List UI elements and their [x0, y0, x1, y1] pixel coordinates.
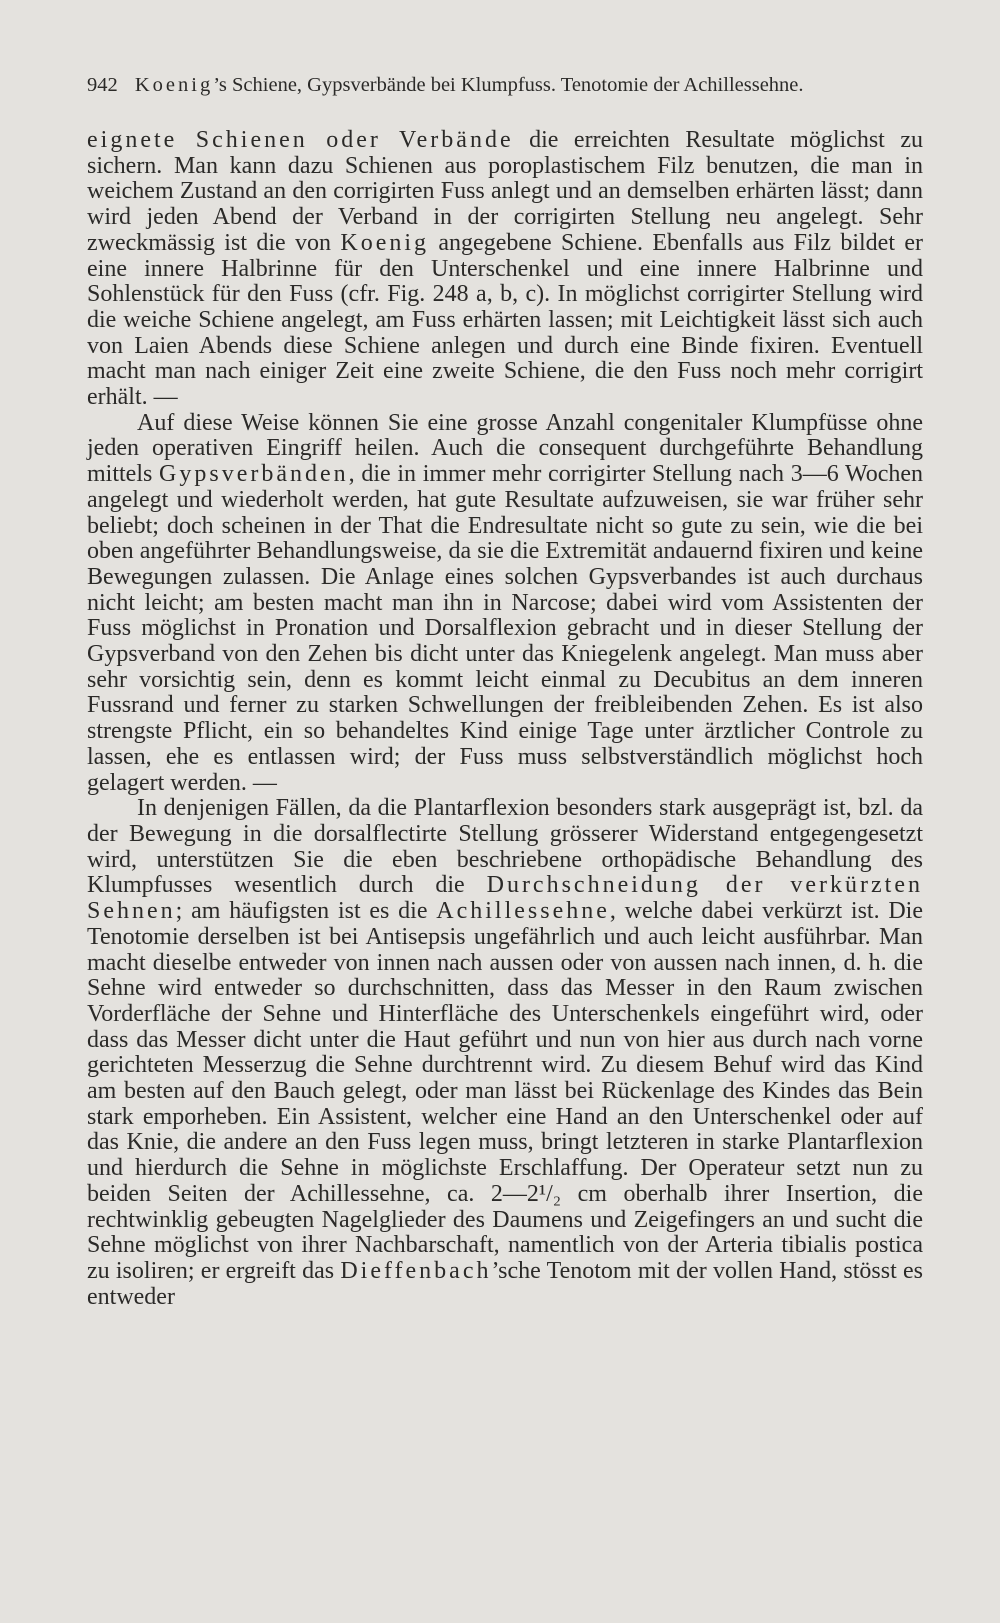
page-number: 942: [87, 74, 118, 96]
text-span: ; am häufigsten ist es die: [175, 898, 437, 925]
emphasized-text: Gypsverbänden: [159, 461, 349, 488]
emphasized-text: Durchschneidung der verkürzten Sehnen: [87, 872, 923, 925]
text-span: , welche dabei verkürzt ist. Die Tenotomie derselben ist bei Antisepsis ungefährlich und auch leicht ausführbar. Man macht dieselbe entweder von innen nach aussen oder von aussen nach innen, d. h. die Sehne wird entweder so durchschnitten, dass das Messer in den Raum zwischen Vorderfläche der Sehne und Hinterfläche des Unterschenkels eingeführt wird, oder dass das Messer dicht unter die Haut geführt und nun von hier aus durch nach vorne gerichteten Messerzug die Sehne durchtrennt wird. Zu diesem Behuf wird das Kind am besten auf den Bauch gelegt, oder man lässt bei Rückenlage des Kindes das Bein stark emporheben. Ein Assistent, welcher eine Hand an den Unterschenkel oder auf das Knie, die andere an den Fuss legen muss, bringt letzteren in starke Plantarflexion und hierdurch die Sehne in möglichste Erschlaffung. Der Operateur setzt nun zu beiden Seiten der Achillessehne, ca. 2—2¹/₂ cm oberhalb ihrer Insertion, die rechtwinklig gebeugten Nagelglieder des Daumens und Zeigefingers an und sucht die Sehne möglichst von ihrer Nachbarschaft, namentlich von der Arteria tibialis postica zu isoliren; er ergreift das: [87, 898, 924, 1284]
running-head-text: ’s Schiene, Gypsverbände bei Klumpfuss. Tenotomie der Achillessehne.: [213, 74, 804, 96]
emphasized-text: eignete Schienen oder Verbände: [87, 127, 514, 153]
emphasized-text: Achillessehne: [436, 898, 610, 925]
text-span: Auf diese Weise können Sie eine grosse Anzahl congenitaler Klumpfüsse ohne jeden operativen Eingriff heilen. Auch die consequent durchgeführte Behandlung mittels: [87, 409, 923, 488]
text-span: ’sche Tenotom mit der vollen Hand, stösst es entweder: [87, 1257, 923, 1310]
emphasized-text: Koenig: [340, 229, 430, 256]
text-span: In denjenigen Fällen, da die Plantarflexion besonders stark ausgeprägt ist, bzl. da der Bewegung in die dorsalflectirte Stellung grösserer Widerstand entgegengesetzt wird, unterstützen Sie die eben beschriebene orthopädische Behandlung des Klumpfusses wesentlich durch die: [87, 795, 923, 899]
paragraph: [87, 796, 923, 1310]
running-head-title: [135, 74, 804, 97]
paragraph: [87, 411, 923, 797]
running-header: [87, 74, 923, 97]
paragraph: [87, 128, 923, 411]
emphasized-text: Dieffenbach: [340, 1257, 492, 1284]
body-text: [87, 128, 923, 1310]
running-head-author: Koenig: [134, 74, 214, 96]
text-span: , die in immer mehr corrigirter Stellung nach 3—6 Wochen angelegt und wiederholt werden, hat gute Resultate aufzuweisen, sie war früher sehr beliebt; doch scheinen in der That die Endresultate nicht so gute zu sein, wie die bei oben angeführter Behandlungsweise, da sie die Extremität andauernd fixiren und keine Bewegungen zulassen. Die Anlage eines solchen Gypsverbandes ist auch durchaus nicht leicht; am besten macht man ihn in Narcose; dabei wird vom Assistenten der Fuss möglichst in Pronation und Dorsalflexion gebracht und in dieser Stellung der Gypsverband von den Zehen bis dicht unter das Kniegelenk angelegt. Man muss aber sehr vorsichtig sein, denn es kommt leicht einmal zu Decubitus an dem inneren Fussrand und ferner zu starken Schwellungen der freibleibenden Zehen. Es ist also strengste Pflicht, ein so behandeltes Kind einige Tage unter ärztlicher Controle zu lassen, ehe es entlassen wird; der Fuss muss selbstverständlich möglichst hoch gelagert werden. —: [87, 461, 923, 796]
text-span: die erreichten Resultate möglichst zu sichern. Man kann dazu Schienen aus poroplastischem Filz benutzen, die man in weichem Zustand an den corrigirten Fuss anlegt und an demselben erhärten lässt; dann wird jeden Abend der Verband in der corrigirten Stellung neu angelegt. Sehr zweckmässig ist die von: [87, 127, 923, 256]
text-span: angegebene Schiene. Ebenfalls aus Filz bildet er eine innere Halbrinne für den Unterschenkel und eine innere Halbrinne und Sohlenstück für den Fuss (cfr. Fig. 248 a, b, c). In möglichst corrigirter Stellung wird die weiche Schiene angelegt, am Fuss erhärten lassen; mit Leichtigkeit lässt sich auch von Laien Abends diese Schiene anlegen und durch eine Binde fixiren. Eventuell macht man nach einiger Zeit eine zweite Schiene, die den Fuss noch mehr corrigirt erhält. —: [87, 229, 924, 411]
